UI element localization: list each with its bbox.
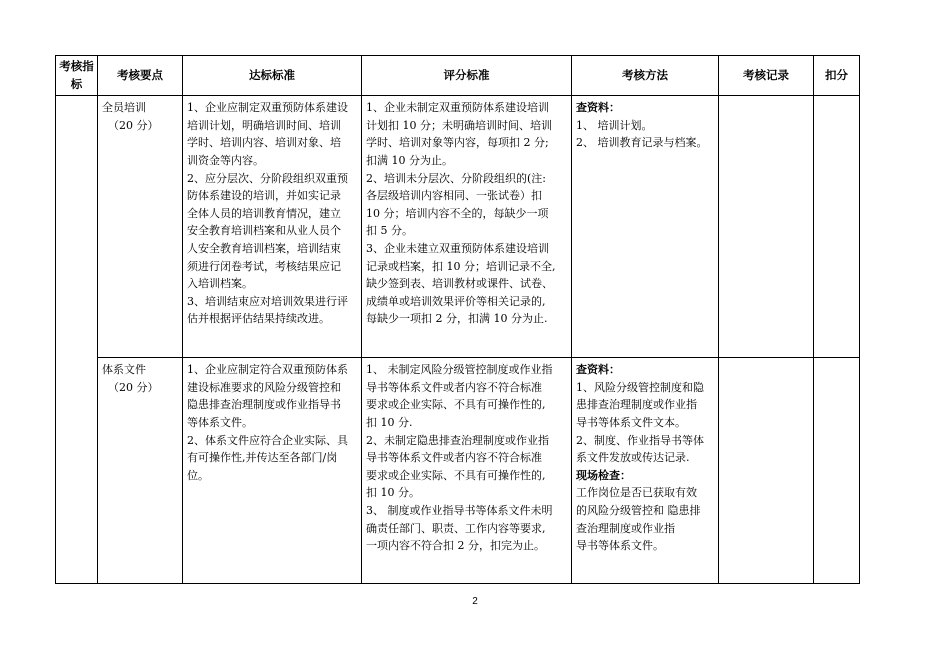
method-label: 查资料：	[576, 363, 620, 377]
onsite-label: 现场检查：	[576, 468, 631, 482]
method-label: 查资料：	[576, 101, 620, 115]
text-line: 各层级培训内容相同、一张试卷）扣	[366, 189, 542, 203]
text-line: 扣 5 分。	[366, 224, 413, 238]
text-line: 培训计划，明确培训时间、培训	[187, 118, 341, 132]
text-line: 导书等体系文件。	[576, 539, 664, 553]
assessment-table	[55, 55, 860, 584]
text-line: 的风险分级管控和 隐患排	[576, 503, 701, 517]
page-number: 2	[472, 596, 478, 607]
text-line: 1、 培训计划。	[576, 118, 653, 132]
text-line: 缺少签到表、培训教材或课件、试卷、	[366, 277, 553, 291]
text-line: 查治理制度或作业指	[576, 521, 675, 535]
text-line: 入培训档案。	[187, 277, 253, 291]
text-line: 有可操作性,并传达至各部门/岗	[187, 451, 338, 465]
text-line: 1、企业未制定双重预防体系建设培训	[366, 101, 549, 115]
point-score: （20 分）	[108, 118, 159, 132]
text-line: 2、未制定隐患排查治理制度或作业指	[366, 433, 549, 447]
text-line: 3、 制度或作业指导书等体系文件未明	[366, 503, 553, 517]
text-line: 2、培训未分层次、分阶段组织的(注:	[366, 171, 546, 185]
text-line: 隐患排查治理制度或作业指导书	[187, 398, 341, 412]
text-line: 工作岗位是否已获取有效	[576, 486, 697, 500]
text-line: 1、风险分级管控制度和隐	[576, 380, 704, 394]
text-line: 3、企业未建立双重预防体系建设培训	[366, 241, 549, 255]
text-line: 系文件发放或传达记录.	[576, 451, 690, 465]
text-line: 确责任部门、职责、工作内容等要求,	[366, 521, 546, 535]
text-line: 位。	[187, 468, 209, 482]
text-line: 要求或企业实际、不具有可操作性的,	[366, 398, 546, 412]
standard-cell	[183, 358, 362, 584]
text-line: 训资金等内容。	[187, 153, 264, 167]
text-line: 估并根据评估结果持续改进。	[187, 312, 330, 326]
header-indicator: 考核指标	[56, 56, 98, 96]
text-line: 患排查治理制度或作业指	[576, 398, 697, 412]
text-line: 1、企业应制定双重预防体系建设	[187, 101, 348, 115]
text-line: 每缺少一项扣 2 分，扣满 10 分为止.	[366, 312, 548, 326]
text-line: 2、 培训教育记录与档案。	[576, 136, 708, 150]
header-method: 考核方法	[572, 56, 719, 96]
assessment-point-cell	[98, 96, 183, 358]
text-line: 1、 未制定风险分级管控制度或作业指	[366, 363, 553, 377]
method-cell	[572, 358, 719, 584]
assessment-point-cell	[98, 358, 183, 584]
text-line: 须进行闭卷考试，考核结果应记	[187, 259, 341, 273]
text-line: 安全教育培训档案和从业人员个	[187, 224, 341, 238]
standard-cell	[183, 96, 362, 358]
text-line: 导书等体系文件或者内容不符合标准	[366, 380, 542, 394]
text-line: 学时、培训对象等内容，每项扣 2 分;	[366, 136, 549, 150]
scoring-cell	[362, 358, 572, 584]
text-line: 一项内容不符合扣 2 分，扣完为止。	[366, 539, 545, 553]
text-line: 扣 10 分.	[366, 415, 413, 429]
text-line: 导书等体系文件文本。	[576, 415, 686, 429]
text-line: 1、企业应制定符合双重预防体系	[187, 363, 348, 377]
text-line: 要求或企业实际、不具有可操作性的,	[366, 468, 546, 482]
text-line: 成绩单或培训效果评价等相关记录的,	[366, 294, 546, 308]
deduction-cell	[814, 358, 860, 584]
header-point: 考核要点	[98, 56, 183, 96]
text-line: 10 分；培训内容不全的，每缺少一项	[366, 206, 549, 220]
text-line: 人安全教育培训档案，培训结束	[187, 241, 341, 255]
header-row	[56, 56, 860, 96]
text-line: 2、制度、作业指导书等体	[576, 433, 704, 447]
method-cell	[572, 96, 719, 358]
deduction-cell	[814, 96, 860, 358]
header-scoring: 评分标准	[362, 56, 572, 96]
record-cell	[719, 96, 814, 358]
text-line: 记录或档案，扣 10 分；培训记录不全,	[366, 259, 556, 273]
header-deduction: 扣分	[814, 56, 860, 96]
text-line: 计划扣 10 分；未明确培训时间、培训	[366, 118, 552, 132]
text-line: 扣 10 分。	[366, 486, 420, 500]
header-standard: 达标标准	[183, 56, 362, 96]
indicator-cell	[56, 96, 98, 584]
text-line: 等体系文件。	[187, 415, 253, 429]
table-row	[56, 358, 860, 584]
text-line: 2、体系文件应符合企业实际、具	[187, 433, 348, 447]
text-line: 建设标准要求的风险分级管控和	[187, 380, 341, 394]
text-line: 学时、培训内容、培训对象、培	[187, 136, 341, 150]
record-cell	[719, 358, 814, 584]
scoring-cell	[362, 96, 572, 358]
text-line: 全体人员的培训教育情况，建立	[187, 206, 341, 220]
text-line: 扣满 10 分为止。	[366, 153, 453, 167]
text-line: 防体系建设的培训，并如实记录	[187, 189, 341, 203]
point-score: （20 分）	[108, 380, 159, 394]
point-title: 体系文件	[102, 363, 146, 377]
text-line: 2、应分层次、分阶段组织双重预	[187, 171, 348, 185]
header-record: 考核记录	[719, 56, 814, 96]
table-row	[56, 96, 860, 358]
text-line: 3、培训结束应对培训效果进行评	[187, 294, 348, 308]
point-title: 全员培训	[102, 101, 146, 115]
text-line: 导书等体系文件或者内容不符合标准	[366, 451, 542, 465]
